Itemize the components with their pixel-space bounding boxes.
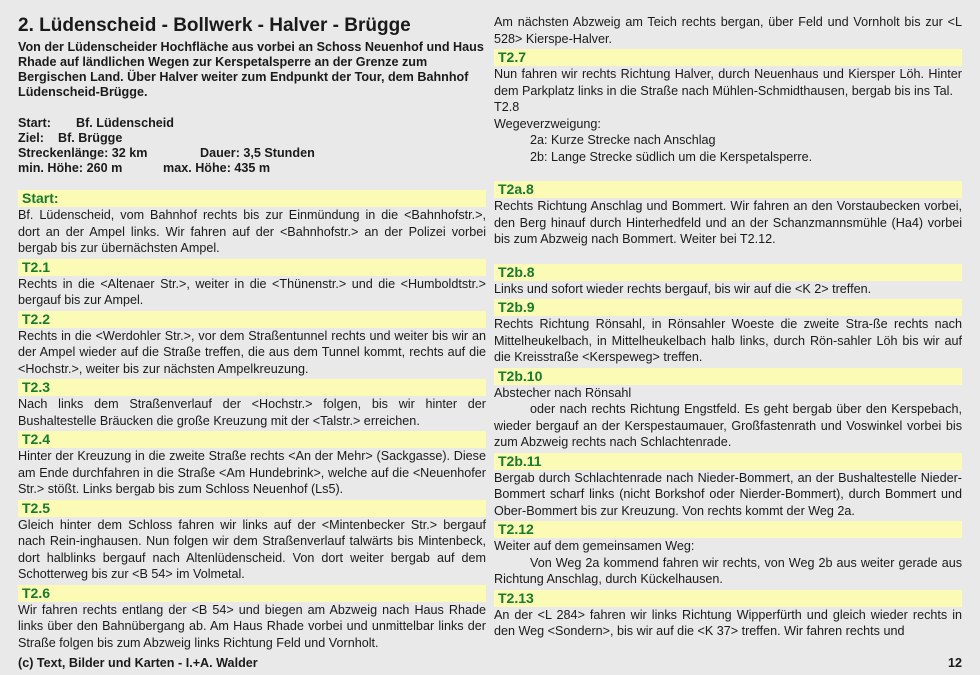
label-t2-8: T2.8 — [494, 100, 520, 114]
section-heading: T2.5 — [18, 500, 486, 517]
section-heading-t2-12: T2.12 — [494, 521, 962, 538]
section-heading-t2a-8: T2a.8 — [494, 181, 962, 198]
section-text: Hinter der Kreuzung in die zweite Straße rechts <An der Mehr> (Sackgasse). Diese am Ende durchfahren in die Straße <Am Hundebrink>, welche auf die <Neuenhofer Str.> stößt. Links bergab bis zum Schloss Neuenhof (Ls5). — [18, 449, 486, 496]
section-text: Bf. Lüdenscheid, vom Bahnhof rechts bis zur Einmündung in die <Bahnhofstr.>, dort an der Ampel links. Wir fahren auf der <Bahnhofstr.> an der Polizei vorbei bergab bis zur übernächsten Ampel. — [18, 208, 486, 255]
page-number: 12 — [947, 656, 962, 670]
section-heading-t2-7: T2.7 — [494, 49, 962, 66]
section-text-t2b-10: oder nach rechts Richtung Engstfeld. Es geht bergab über den Kerspebach, wieder bergauf an der Kerspestaumauer, Großfastenrath und Voswinkel vorbei bis zum Abzweig rechts nach Schlachtenrade. — [494, 402, 962, 449]
spacer — [494, 248, 962, 262]
text-t2-8: Wegeverzweigung: — [494, 116, 601, 131]
ziel-value: Bf. Brügge — [58, 131, 123, 145]
tour-facts — [18, 116, 486, 176]
section-text-t2a-8: Rechts Richtung Anschlag und Bommert. Wir fahren an den Vorstaubecken vorbei, den Berg hinauf durch Hinterhedfeld und an der Schanzmannsmühle (Ha4) vorbei bis zum Abzweig nach Bommert. Weiter bei T2.12. — [494, 199, 962, 246]
page-title: 2. Lüdenscheid - Bollwerk - Halver - Brügge — [18, 15, 411, 36]
section-text: Rechts in die <Altenaer Str.>, weiter in die <Thünenstr.> und die <Humboldtstr.> bergauf bis zur Ampel. — [18, 276, 486, 307]
section-t2-2 — [18, 311, 486, 378]
section-t2-1 — [18, 259, 486, 309]
section-text-t2-13: An der <L 284> fahren wir links Richtung Wipperfürth und gleich wieder rechts in den Weg <Sondern>, bis wir auf die <K 37> treffen. Wir fahren rechts und — [494, 607, 962, 638]
tour-intro: Von der Lüdenscheider Hochfläche aus vorbei an Schoss Neuenhof und Haus Rhade auf ländlichen Wegen zur Kerspetalsperre an der Grenze zum Bergischen Land. Über Halver weiter zum Endpunkt der Tour, dem Bahnhof Lüdenscheid-Brügge. — [18, 40, 484, 99]
section-heading: T2.4 — [18, 431, 486, 448]
option-2a: 2a: Kurze Strecke nach Anschlag — [530, 133, 716, 147]
length-value: Streckenlänge: 32 km — [18, 146, 148, 160]
section-text-t2-7: Nun fahren wir rechts Richtung Halver, durch Neuenhaus und Kiersper Löh. Hinter dem Parkplatz links in die Straße nach Mühlen-Schmidthausen, bergab bis ins Tal. — [494, 67, 962, 98]
section-heading: T2.3 — [18, 379, 486, 396]
duration-value: Dauer: 3,5 Stunden — [200, 146, 315, 160]
section-line-t2b-10: Abstecher nach Rönsahl — [494, 385, 632, 400]
section-start — [18, 190, 486, 257]
facts-start-row — [18, 116, 486, 131]
section-text-t2b-8: Links und sofort wieder rechts bergauf, bis wir auf die <K 2> treffen. — [494, 281, 872, 296]
section-heading: T2.1 — [18, 259, 486, 276]
section-t2-4 — [18, 431, 486, 498]
start-value: Bf. Lüdenscheid — [76, 116, 174, 130]
right-column — [494, 14, 962, 640]
section-text-t2b-11: Bergab durch Schlachtenrade nach Nieder-Bommert, an der Bushaltestelle Nieder-Bommert scharf links (nicht Borkshof oder Nierder-Bommert), durch Bommert und Ober-Bommert bis zur Kreuzung. Von rechts kommt der Weg 2a. — [494, 470, 962, 518]
section-t2-5 — [18, 500, 486, 583]
left-column — [18, 14, 486, 651]
section-text-t2b-9: Rechts Richtung Rönsahl, in Rönsahler Woeste die zweite Stra-ße rechts nach Mittelheukelbach, in Mittelheukelbach halb links, durch Rön-sahler Löh bis wir auf die Kreisstraße <Kerspeweg> treffen. — [494, 317, 962, 364]
facts-height-row — [18, 161, 486, 176]
section-t2-3 — [18, 379, 486, 429]
section-heading-t2b-8: T2b.8 — [494, 264, 962, 281]
min-height-value: min. Höhe: 260 m — [18, 161, 123, 175]
section-heading-t2b-9: T2b.9 — [494, 299, 962, 316]
copyright-notice: (c) Text, Bilder und Karten - I.+A. Walder — [18, 656, 258, 670]
section-heading-t2-13: T2.13 — [494, 590, 962, 607]
section-text: Wir fahren rechts entlang der <B 54> und biegen am Abzweig nach Haus Rhade links über den Bahnübergang ab. Am Haus Rhade vorbei und unmittelbar links der Straße folgen bis zum Abzweig links Richtung Feld und Vornholt. — [18, 602, 486, 650]
section-text: Rechts in die <Werdohler Str.>, vor dem Straßentunnel rechts und weiter bis wir an der Ampel wieder auf die Straße treffen, die aus dem Tunnel kommt, rechts auf die <Hochstr.>, weiter bis zur nächsten Ampelkreuzung. — [18, 328, 486, 376]
section-text-t2-12: Von Weg 2a kommend fahren wir rechts, von Weg 2b aus weiter gerade aus Richtung Anschlag, durch Kückelhausen. — [494, 555, 962, 586]
section-text: Nach links dem Straßenverlauf der <Hochstr.> folgen, bis wir hinter der Bushaltestelle Bräucken die große Kreuzung mit der <Talstr.> erreichen. — [18, 397, 486, 428]
spacer — [494, 165, 962, 179]
ziel-label: Ziel: — [18, 131, 44, 145]
facts-length-row — [18, 146, 486, 161]
section-heading-t2b-10: T2b.10 — [494, 368, 962, 385]
section-heading: T2.2 — [18, 311, 486, 328]
section-t2-6 — [18, 585, 486, 652]
section-heading: T2.6 — [18, 585, 486, 602]
section-text: Gleich hinter dem Schloss fahren wir links auf der <Mintenbecker Str.> bergauf nach Rein-inghausen. Nun folgen wir dem Straßenverlauf talwärts bis Mintenbeck, dort halblinks bergauf nach Altenlüdenscheid. Von dort weiter bergab auf dem Schotterweg bis zur <B 54> im Volmetal. — [18, 517, 486, 581]
max-height-value: max. Höhe: 435 m — [163, 161, 271, 175]
section-line-t2-12: Weiter auf dem gemeinsamen Weg: — [494, 539, 695, 553]
section-lead-text: Am nächsten Abzweig am Teich rechts bergan, über Feld und Vornholt bis zur <L 528> Kierspe-Halver. — [494, 15, 962, 46]
option-2b: 2b: Lange Strecke südlich um die Kerspetalsperre. — [530, 149, 813, 164]
section-heading-t2b-11: T2b.11 — [494, 453, 962, 470]
start-label: Start: — [18, 116, 51, 130]
facts-ziel-row — [18, 131, 486, 146]
section-heading: Start: — [18, 190, 486, 207]
